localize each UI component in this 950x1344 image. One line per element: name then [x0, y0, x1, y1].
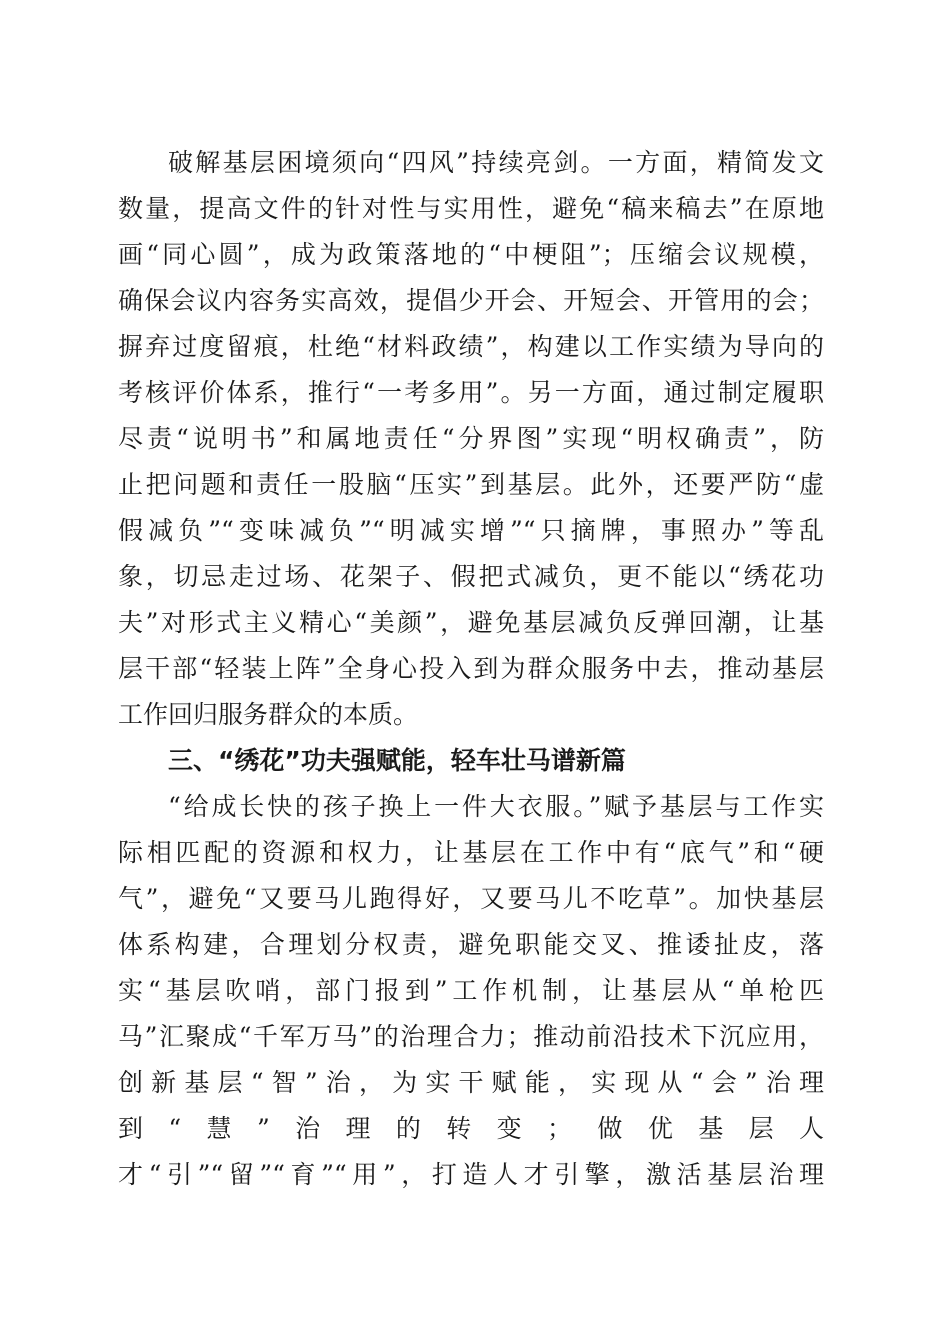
paragraph-2-line: 实“基层吹哨，部门报到”工作机制，让基层从“单枪匹 — [118, 976, 824, 1005]
paragraph-1-line: 夫”对形式主义精心“美颜”，避免基层减负反弹回潮，让基 — [118, 608, 824, 637]
paragraph-1-line: 摒弃过度留痕，杜绝“材料政绩”，构建以工作实绩为导向的 — [118, 332, 824, 361]
paragraph-2-line: 才“引”“留”“育”“用”，打造人才引擎，激活基层治理 — [118, 1160, 824, 1189]
paragraph-1-line: 考核评价体系，推行“一考多用”。另一方面，通过制定履职 — [118, 378, 824, 407]
paragraph-2-line: 创新基层“智”治，为实干赋能，实现从“会”治理 — [118, 1068, 824, 1097]
paragraph-1-line: 数量，提高文件的针对性与实用性，避免“稿来稿去”在原地 — [118, 194, 824, 223]
paragraph-1-line: 尽责“说明书”和属地责任“分界图”实现“明权确责”，防 — [118, 424, 824, 453]
paragraph-1-line: 画“同心圆”，成为政策落地的“中梗阻”；压缩会议规模， — [118, 240, 824, 269]
paragraph-1-line: 假减负”“变味减负”“明减实增”“只摘牌，事照办”等乱 — [118, 516, 824, 545]
paragraph-2-line: 马”汇聚成“千军万马”的治理合力；推动前沿技术下沉应用， — [118, 1022, 824, 1051]
document-body — [118, 140, 824, 1198]
paragraph-1-line: 层干部“轻装上阵”全身心投入到为群众服务中去，推动基层 — [118, 654, 824, 683]
paragraph-1-line: 止把问题和责任一股脑“压实”到基层。此外，还要严防“虚 — [118, 470, 824, 499]
paragraph-2-line: 体系构建，合理划分权责，避免职能交叉、推诿扯皮，落 — [118, 930, 824, 959]
paragraph-1-line: 确保会议内容务实高效，提倡少开会、开短会、开管用的会； — [118, 286, 824, 315]
paragraph-2-line: 到“慧”治理的转变；做优基层人 — [118, 1114, 824, 1143]
paragraph-1-line: 工作回归服务群众的本质。 — [118, 700, 419, 729]
section-heading: 三、“绣花”功夫强赋能，轻车壮马谱新篇 — [168, 746, 626, 775]
paragraph-1-line: 象，切忌走过场、花架子、假把式减负，更不能以“绣花功 — [118, 562, 824, 591]
paragraph-2-line: 气”，避免“又要马儿跑得好，又要马儿不吃草”。加快基层 — [118, 884, 824, 913]
paragraph-1-line: 破解基层困境须向“四风”持续亮剑。一方面，精简发文 — [168, 148, 824, 177]
paragraph-2-line: 际相匹配的资源和权力，让基层在工作中有“底气”和“硬 — [118, 838, 824, 867]
paragraph-2-line: “给成长快的孩子换上一件大衣服。”赋予基层与工作实 — [168, 792, 824, 821]
